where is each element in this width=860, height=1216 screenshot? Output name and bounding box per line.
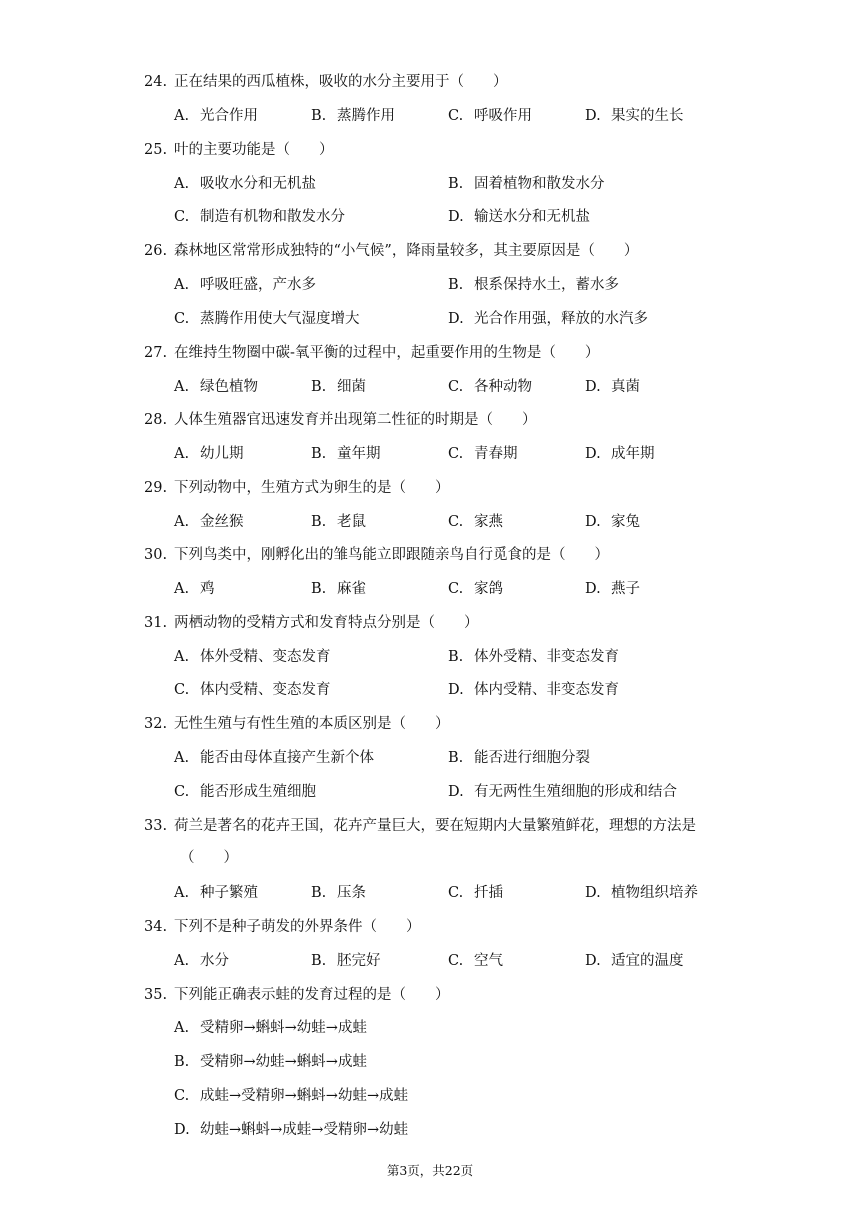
question-number: 27.	[144, 345, 168, 361]
option-d: D. 果实的生长	[585, 108, 684, 124]
question-text: 下列不是种子萌发的外界条件（ ）	[174, 919, 421, 935]
option-c: C. 蒸腾作用使大气湿度增大	[174, 311, 360, 327]
question-31	[144, 613, 479, 633]
question-text: 人体生殖器官迅速发育并出现第二性征的时期是（ ）	[174, 412, 537, 428]
option-d: D. 幼蛙→蝌蚪→成蛙→受精卵→幼蛙	[174, 1122, 409, 1138]
question-text: 荷兰是著名的花卉王国，花卉产量巨大，要在短期内大量繁殖鲜花，理想的方法是	[174, 818, 696, 834]
option-b: B. 压条	[311, 885, 366, 901]
option-d: D. 成年期	[585, 446, 655, 462]
option-b: B. 体外受精、非变态发育	[448, 649, 619, 665]
question-text: 森林地区常常形成独特的“小气候”，降雨量较多，其主要原因是（ ）	[174, 243, 639, 259]
question-number: 34.	[144, 919, 168, 935]
option-c: C. 青春期	[448, 446, 518, 462]
option-d: D. 有无两性生殖细胞的形成和结合	[448, 784, 677, 800]
option-c: C. 各种动物	[448, 379, 532, 395]
question-24	[144, 72, 508, 92]
question-number: 35.	[144, 987, 168, 1003]
question-25	[144, 140, 334, 160]
option-d: D. 真菌	[585, 379, 640, 395]
question-35	[144, 985, 450, 1005]
option-d: D. 植物组织培养	[585, 885, 698, 901]
option-a: A. 光合作用	[174, 108, 258, 124]
question-number: 29.	[144, 480, 168, 496]
question-text: 下列动物中，生殖方式为卵生的是（ ）	[174, 480, 450, 496]
question-number: 33.	[144, 818, 168, 834]
question-number: 24.	[144, 74, 168, 90]
question-32	[144, 714, 450, 734]
question-number: 31.	[144, 615, 168, 631]
question-text: 无性生殖与有性生殖的本质区别是（ ）	[174, 716, 450, 732]
question-text: 正在结果的西瓜植株，吸收的水分主要用于（ ）	[174, 74, 508, 90]
option-d: D. 光合作用强，释放的水汽多	[448, 311, 648, 327]
option-d: D. 家兔	[585, 514, 640, 530]
option-b: B. 蒸腾作用	[311, 108, 395, 124]
option-c: C. 能否形成生殖细胞	[174, 784, 316, 800]
page-footer: 第3页，共22页	[386, 1163, 474, 1178]
question-text: 在维持生物圈中碳-氧平衡的过程中，起重要作用的生物是（ ）	[174, 345, 600, 361]
option-c: C. 家燕	[448, 514, 503, 530]
option-a: A. 吸收水分和无机盐	[174, 176, 316, 192]
option-c: C. 呼吸作用	[448, 108, 532, 124]
question-34	[144, 917, 421, 937]
option-b: B. 细菌	[311, 379, 366, 395]
option-a: A. 鸡	[174, 581, 215, 597]
option-a: A. 体外受精、变态发育	[174, 649, 331, 665]
question-number: 25.	[144, 142, 168, 158]
option-d: D. 燕子	[585, 581, 640, 597]
question-28	[144, 410, 537, 430]
option-a: A. 水分	[174, 953, 229, 969]
option-a: A. 幼儿期	[174, 446, 244, 462]
question-30	[144, 545, 609, 565]
option-a: A. 金丝猴	[174, 514, 244, 530]
option-b: B. 童年期	[311, 446, 381, 462]
option-d: D. 输送水分和无机盐	[448, 209, 590, 225]
option-d: D. 体内受精、非变态发育	[448, 682, 619, 698]
question-text: 下列能正确表示蛙的发育过程的是（ ）	[174, 987, 450, 1003]
option-b: B. 胚完好	[311, 953, 381, 969]
option-b: B. 根系保持水土，蓄水多	[448, 277, 619, 293]
option-c: C. 成蛙→受精卵→蝌蚪→幼蛙→成蛙	[174, 1088, 409, 1104]
question-27	[144, 343, 599, 363]
question-text: 叶的主要功能是（ ）	[174, 142, 334, 158]
option-c: C. 空气	[448, 953, 503, 969]
question-26	[144, 241, 638, 261]
option-c: C. 扦插	[448, 885, 503, 901]
question-number: 26.	[144, 243, 168, 259]
option-b: B. 老鼠	[311, 514, 366, 530]
option-b: B. 固着植物和散发水分	[448, 176, 605, 192]
option-a: A. 呼吸旺盛，产水多	[174, 277, 316, 293]
option-c: C. 体内受精、变态发育	[174, 682, 331, 698]
option-a: A. 种子繁殖	[174, 885, 258, 901]
question-text-continued: （ ）	[180, 850, 238, 866]
question-number: 28.	[144, 412, 168, 428]
question-text: 下列鸟类中，刚孵化出的雏鸟能立即跟随亲鸟自行觅食的是（ ）	[174, 547, 609, 563]
question-text: 两栖动物的受精方式和发育特点分别是（ ）	[174, 615, 479, 631]
question-number: 30.	[144, 547, 168, 563]
option-b: B. 受精卵→幼蛙→蝌蚪→成蛙	[174, 1054, 367, 1070]
option-b: B. 麻雀	[311, 581, 366, 597]
option-a: A. 能否由母体直接产生新个体	[174, 750, 374, 766]
option-c: C. 制造有机物和散发水分	[174, 209, 345, 225]
option-c: C. 家鸽	[448, 581, 503, 597]
question-29	[144, 478, 450, 498]
option-d: D. 适宜的温度	[585, 953, 684, 969]
option-a: A. 绿色植物	[174, 379, 258, 395]
question-33	[144, 816, 696, 836]
option-b: B. 能否进行细胞分裂	[448, 750, 590, 766]
question-number: 32.	[144, 716, 168, 732]
option-a: A. 受精卵→蝌蚪→幼蛙→成蛙	[174, 1020, 367, 1036]
